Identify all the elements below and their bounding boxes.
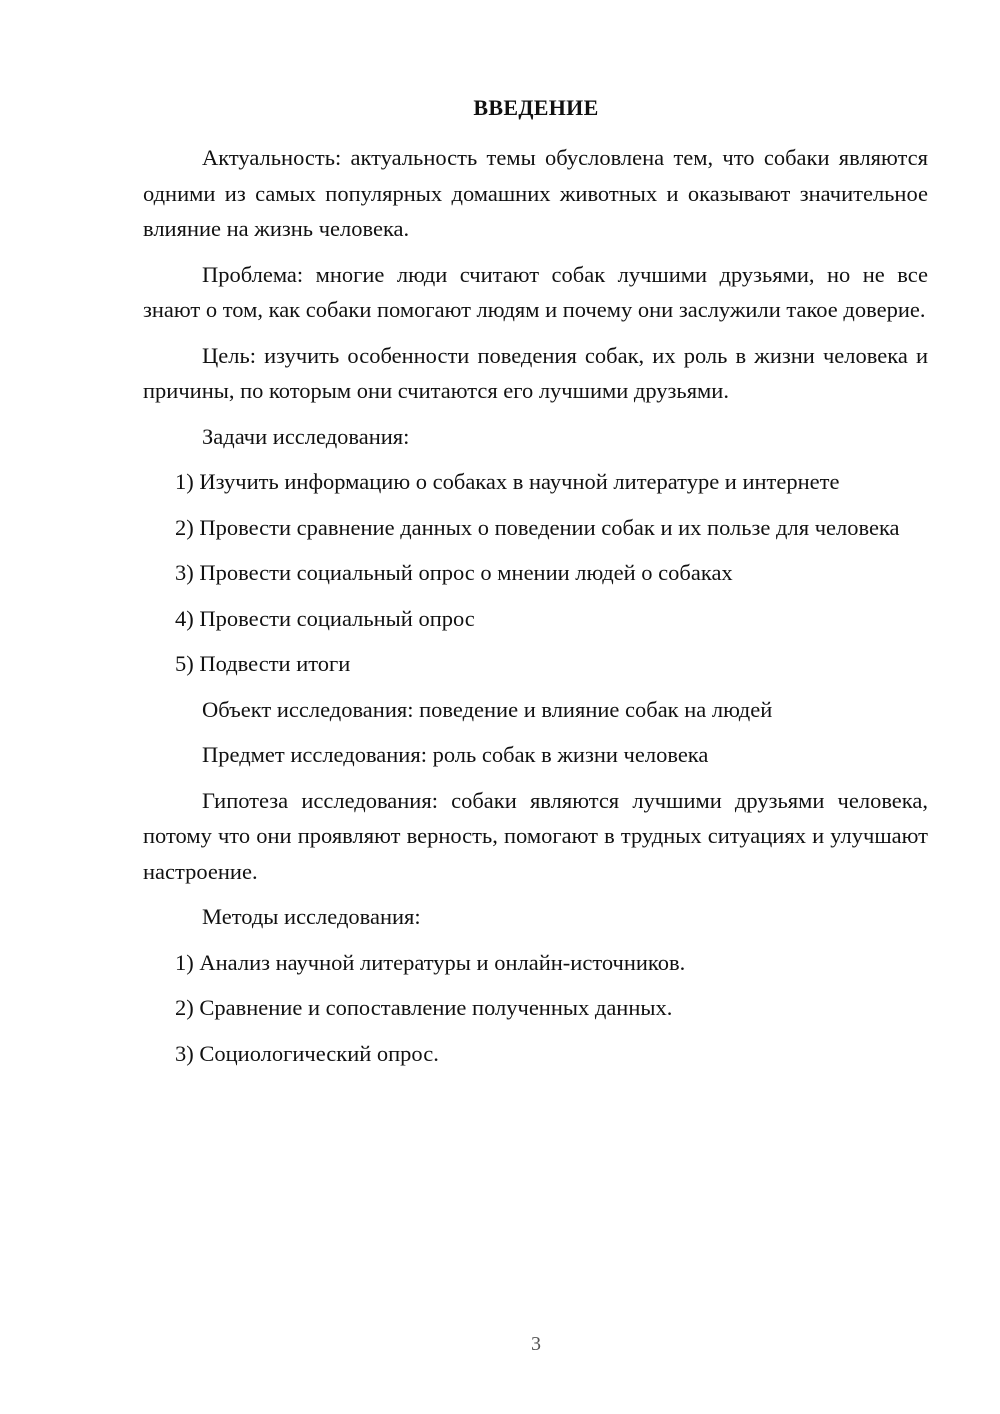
method-item-1: 1) Анализ научной литературы и онлайн-источников.	[175, 949, 686, 975]
page-number: 3	[531, 1333, 541, 1355]
problem-paragraph: Проблема: многие люди считают собак лучшими друзьями, но не все знают о том, как собаки помогают людям и почему они заслужили такое доверие.	[143, 261, 928, 322]
task-item-4: 4) Провести социальный опрос	[175, 605, 475, 631]
tasks-heading: Задачи исследования:	[202, 423, 410, 449]
goal-paragraph: Цель: изучить особенности поведения собак, их роль в жизни человека и причины, по которым они считаются его лучшими друзьями.	[143, 342, 928, 403]
page-title: ВВЕДЕНИЕ	[473, 95, 599, 120]
methods-heading: Методы исследования:	[202, 904, 421, 929]
document-body	[143, 140, 928, 1081]
method-item-2: 2) Сравнение и сопоставление полученных данных.	[175, 995, 673, 1020]
task-item-2: 2) Провести сравнение данных о поведении собак и их пользе для человека	[175, 514, 900, 540]
research-hypothesis: Гипотеза исследования: собаки являются лучшими друзьями человека, потому что они проявляют верность, помогают в трудных ситуациях и улучшают настроение.	[143, 787, 928, 884]
relevance-paragraph: Актуальность: актуальность темы обусловлена тем, что собаки являются одними из самых популярных домашних животных и оказывают значительное влияние на жизнь человека.	[143, 145, 928, 241]
task-item-3: 3) Провести социальный опрос о мнении людей о собаках	[175, 560, 733, 585]
research-object: Объект исследования: поведение и влияние собак на людей	[202, 696, 773, 722]
task-item-1: 1) Изучить информацию о собаках в научной литературе и интернете	[175, 469, 840, 494]
method-item-3: 3) Социологический опрос.	[175, 1040, 439, 1066]
task-item-5: 5) Подвести итоги	[175, 651, 351, 676]
research-subject: Предмет исследования: роль собак в жизни человека	[202, 742, 709, 767]
